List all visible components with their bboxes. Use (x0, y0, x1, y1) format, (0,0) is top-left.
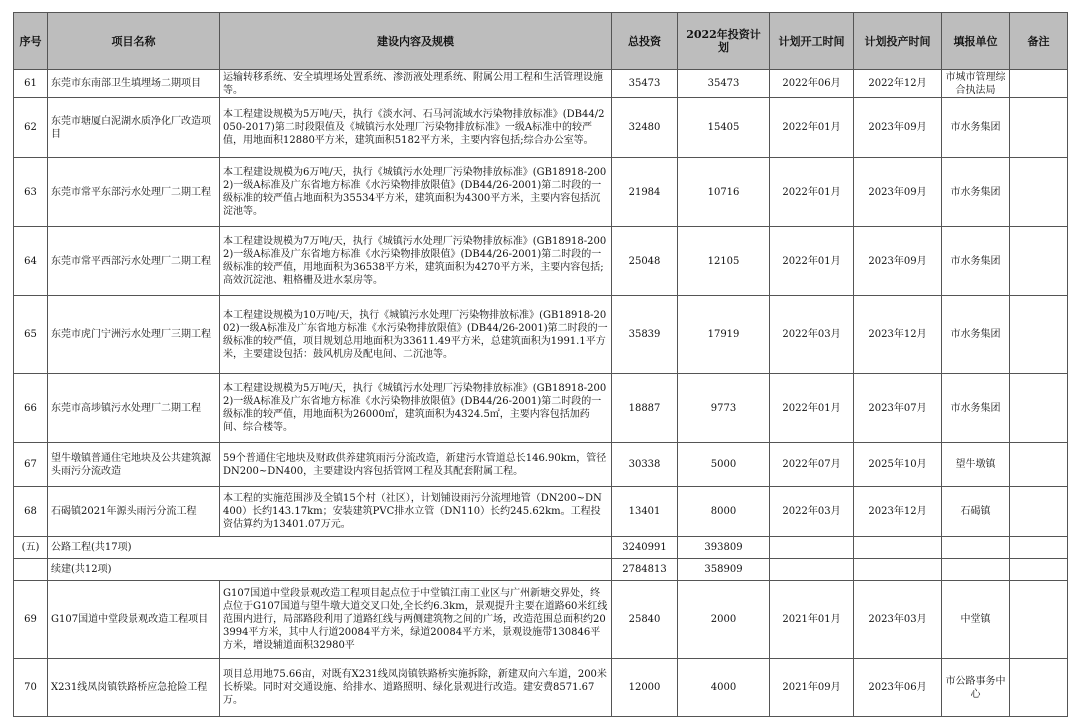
header-finish: 计划投产时间 (854, 13, 942, 70)
header-note: 备注 (1010, 13, 1068, 70)
row-seq: 68 (14, 487, 48, 537)
row-project-name: 东莞市虎门宁洲污水处理厂三期工程 (48, 296, 220, 374)
empty-cell (854, 559, 942, 581)
row-content: 本工程建设规模为6万吨/天，执行《城镇污水处理厂污染物排放标准》(GB18918-2002)一级A标准及广东省地方标准《水污染物排放限值》(DB44/26-2001)第二时段的一级标准的较严值占地面积为35534平方米，建筑面积为4300平方米，主要内容包括沉淀池等。 (220, 158, 612, 227)
row-finish-date: 2023年09月 (854, 98, 942, 158)
table-row (14, 487, 1068, 537)
row-start-date: 2021年01月 (770, 581, 854, 659)
row-plan-2022: 5000 (678, 443, 770, 487)
row-project-name: 东莞市塘厦白泥湖水质净化厂改造项目 (48, 98, 220, 158)
header-seq: 序号 (14, 13, 48, 70)
header-unit: 填报单位 (942, 13, 1010, 70)
section-name: 公路工程(共17项) (48, 537, 612, 559)
row-seq: 66 (14, 374, 48, 443)
row-seq: 65 (14, 296, 48, 374)
row-content: 本工程建设规模为7万吨/天，执行《城镇污水处理厂污染物排放标准》(GB18918-2002)一级A标准及广东省地方标准《水污染物排放限值》(DB44/26-2001)第二时段的一级标准的较严值，用地面积为36538平方米，建筑面积为4270平方米，主要内容包括;高效沉淀池、粗格栅及进水泵房等。 (220, 227, 612, 296)
row-content: 本工程建设规模为5万吨/天，执行《淡水河、石马河流域水污染物排放标准》(DB44/2050-2017)第二时段限值及《城镇污水处理厂污染物排放标准》一级A标准中的较严值，用地面积12880平方米，建筑面积5182平方米，主要内容包括;综合办公室等。 (220, 98, 612, 158)
empty-cell (770, 537, 854, 559)
subsection-plan: 358909 (678, 559, 770, 581)
row-content: 59个普通住宅地块及财政供养建筑雨污分流改造，新建污水管道总长146.90km，管径DN200~DN400，主要建设内容包括管网工程及其配套附属工程。 (220, 443, 612, 487)
row-note (1010, 98, 1068, 158)
row-project-name: 东莞市东南部卫生填埋场二期项目 (48, 70, 220, 98)
row-unit: 市城市管理综合执法局 (942, 70, 1010, 98)
row-total-investment: 25048 (612, 227, 678, 296)
row-finish-date: 2023年07月 (854, 374, 942, 443)
empty-cell (14, 559, 48, 581)
header-total: 总投资 (612, 13, 678, 70)
row-plan-2022: 35473 (678, 70, 770, 98)
project-table (13, 12, 1068, 717)
row-finish-date: 2023年09月 (854, 158, 942, 227)
row-finish-date: 2022年12月 (854, 70, 942, 98)
table-row (14, 70, 1068, 98)
row-note (1010, 296, 1068, 374)
row-unit: 市水务集团 (942, 158, 1010, 227)
row-plan-2022: 8000 (678, 487, 770, 537)
header-plan-2022: 2022年投资计划 (678, 13, 770, 70)
row-finish-date: 2023年03月 (854, 581, 942, 659)
row-plan-2022: 10716 (678, 158, 770, 227)
row-content: 运输转移系统、安全填埋场处置系统、渗沥液处理系统、附属公用工程和生活管理设施等。 (220, 70, 612, 98)
row-note (1010, 227, 1068, 296)
row-plan-2022: 17919 (678, 296, 770, 374)
row-plan-2022: 15405 (678, 98, 770, 158)
row-content: 本工程建设规模为5万吨/天，执行《城镇污水处理厂污染物排放标准》(GB18918-2002)一级A标准及广东省地方标准《水污染物排放限值》(DB44/26-2001)第二时段的一级标准的较严值，用地面积为26000㎡，建筑面积为4324.5㎡，主要内容包括加药间、综合楼等。 (220, 374, 612, 443)
row-total-investment: 32480 (612, 98, 678, 158)
row-total-investment: 25840 (612, 581, 678, 659)
row-total-investment: 12000 (612, 659, 678, 717)
row-start-date: 2022年01月 (770, 374, 854, 443)
row-unit: 市水务集团 (942, 98, 1010, 158)
row-start-date: 2021年09月 (770, 659, 854, 717)
section-plan: 393809 (678, 537, 770, 559)
empty-cell (854, 537, 942, 559)
row-unit: 中堂镇 (942, 581, 1010, 659)
table-row (14, 581, 1068, 659)
row-project-name: 东莞市高埗镇污水处理厂二期工程 (48, 374, 220, 443)
row-project-name: X231线凤岗镇铁路桥应急抢险工程 (48, 659, 220, 717)
row-project-name: 望牛墩镇普通住宅地块及公共建筑源头雨污分流改造 (48, 443, 220, 487)
row-unit: 市水务集团 (942, 227, 1010, 296)
table-row (14, 443, 1068, 487)
section-total: 3240991 (612, 537, 678, 559)
row-total-investment: 13401 (612, 487, 678, 537)
row-start-date: 2022年01月 (770, 98, 854, 158)
row-note (1010, 374, 1068, 443)
row-project-name: 东莞市常平西部污水处理厂二期工程 (48, 227, 220, 296)
row-seq: 69 (14, 581, 48, 659)
row-total-investment: 21984 (612, 158, 678, 227)
table-row (14, 227, 1068, 296)
row-seq: 67 (14, 443, 48, 487)
row-note (1010, 443, 1068, 487)
row-total-investment: 35839 (612, 296, 678, 374)
row-finish-date: 2023年06月 (854, 659, 942, 717)
row-content: G107国道中堂段景观改造工程项目起点位于中堂镇江南工业区与广州新塘交界处，终点位于G107国道与望牛墩大道交叉口处,全长约6.3km，景观提升主要在道路60米红线范围内进行，局部路段利用了道路红线与两侧建筑物之间的广场，改造范围总面积约203994平方米，其中人行道20084平方米，绿道20084平方米，景观设施带130846平方米，增设辅道面积32980平 (220, 581, 612, 659)
row-seq: 63 (14, 158, 48, 227)
row-seq: 70 (14, 659, 48, 717)
empty-cell (1010, 537, 1068, 559)
row-note (1010, 659, 1068, 717)
row-unit: 望牛墩镇 (942, 443, 1010, 487)
row-finish-date: 2023年12月 (854, 487, 942, 537)
header-name: 项目名称 (48, 13, 220, 70)
row-project-name: G107国道中堂段景观改造工程项目 (48, 581, 220, 659)
empty-cell (1010, 559, 1068, 581)
row-unit: 市公路事务中心 (942, 659, 1010, 717)
row-finish-date: 2025年10月 (854, 443, 942, 487)
table-row (14, 296, 1068, 374)
row-note (1010, 158, 1068, 227)
row-unit: 市水务集团 (942, 296, 1010, 374)
row-note (1010, 70, 1068, 98)
header-start: 计划开工时间 (770, 13, 854, 70)
row-content: 项目总用地75.66亩，对既有X231线凤岗镇铁路桥实施拆除，新建双向六车道，200米长桥梁。同时对交通设施、给排水、道路照明、绿化景观进行改造。建安费8571.67万。 (220, 659, 612, 717)
row-seq: 64 (14, 227, 48, 296)
row-project-name: 东莞市常平东部污水处理厂二期工程 (48, 158, 220, 227)
row-plan-2022: 4000 (678, 659, 770, 717)
row-total-investment: 30338 (612, 443, 678, 487)
header-row (14, 13, 1068, 70)
empty-cell (942, 559, 1010, 581)
row-start-date: 2022年03月 (770, 487, 854, 537)
row-plan-2022: 2000 (678, 581, 770, 659)
subsection-total: 2784813 (612, 559, 678, 581)
row-note (1010, 487, 1068, 537)
row-note (1010, 581, 1068, 659)
row-start-date: 2022年03月 (770, 296, 854, 374)
row-plan-2022: 9773 (678, 374, 770, 443)
row-content: 本工程的实施范围涉及全镇15个村（社区），计划铺设雨污分流埋地管（DN200~DN400）长约143.17km；安装建筑PVC排水立管（DN110）长约245.62km。工程投资估算约为13401.07万元。 (220, 487, 612, 537)
row-start-date: 2022年06月 (770, 70, 854, 98)
empty-cell (942, 537, 1010, 559)
table-row (14, 374, 1068, 443)
row-content: 本工程建设规模为10万吨/天，执行《城镇污水处理厂污染物排放标准》(GB18918-2002)一级A标准及广东省地方标准《水污染物排放限值》(DB44/26-2001)第二时段的一级标准的较严值，项目规划总用地面积为33611.49平方米，总建筑面积为1991.1平方米，主要建设包括：鼓风机房及配电间、二沉池等。 (220, 296, 612, 374)
row-total-investment: 18887 (612, 374, 678, 443)
table-row (14, 659, 1068, 717)
row-unit: 市水务集团 (942, 374, 1010, 443)
row-project-name: 石碣镇2021年源头雨污分流工程 (48, 487, 220, 537)
row-finish-date: 2023年09月 (854, 227, 942, 296)
row-unit: 石碣镇 (942, 487, 1010, 537)
row-total-investment: 35473 (612, 70, 678, 98)
subsection-row (14, 559, 1068, 581)
section-row (14, 537, 1068, 559)
header-content: 建设内容及规模 (220, 13, 612, 70)
row-start-date: 2022年01月 (770, 227, 854, 296)
row-seq: 62 (14, 98, 48, 158)
row-plan-2022: 12105 (678, 227, 770, 296)
section-seq: (五) (14, 537, 48, 559)
row-start-date: 2022年01月 (770, 158, 854, 227)
row-finish-date: 2023年12月 (854, 296, 942, 374)
empty-cell (770, 559, 854, 581)
row-start-date: 2022年07月 (770, 443, 854, 487)
table-row (14, 98, 1068, 158)
subsection-name: 续建(共12项) (48, 559, 612, 581)
table-row (14, 158, 1068, 227)
row-seq: 61 (14, 70, 48, 98)
